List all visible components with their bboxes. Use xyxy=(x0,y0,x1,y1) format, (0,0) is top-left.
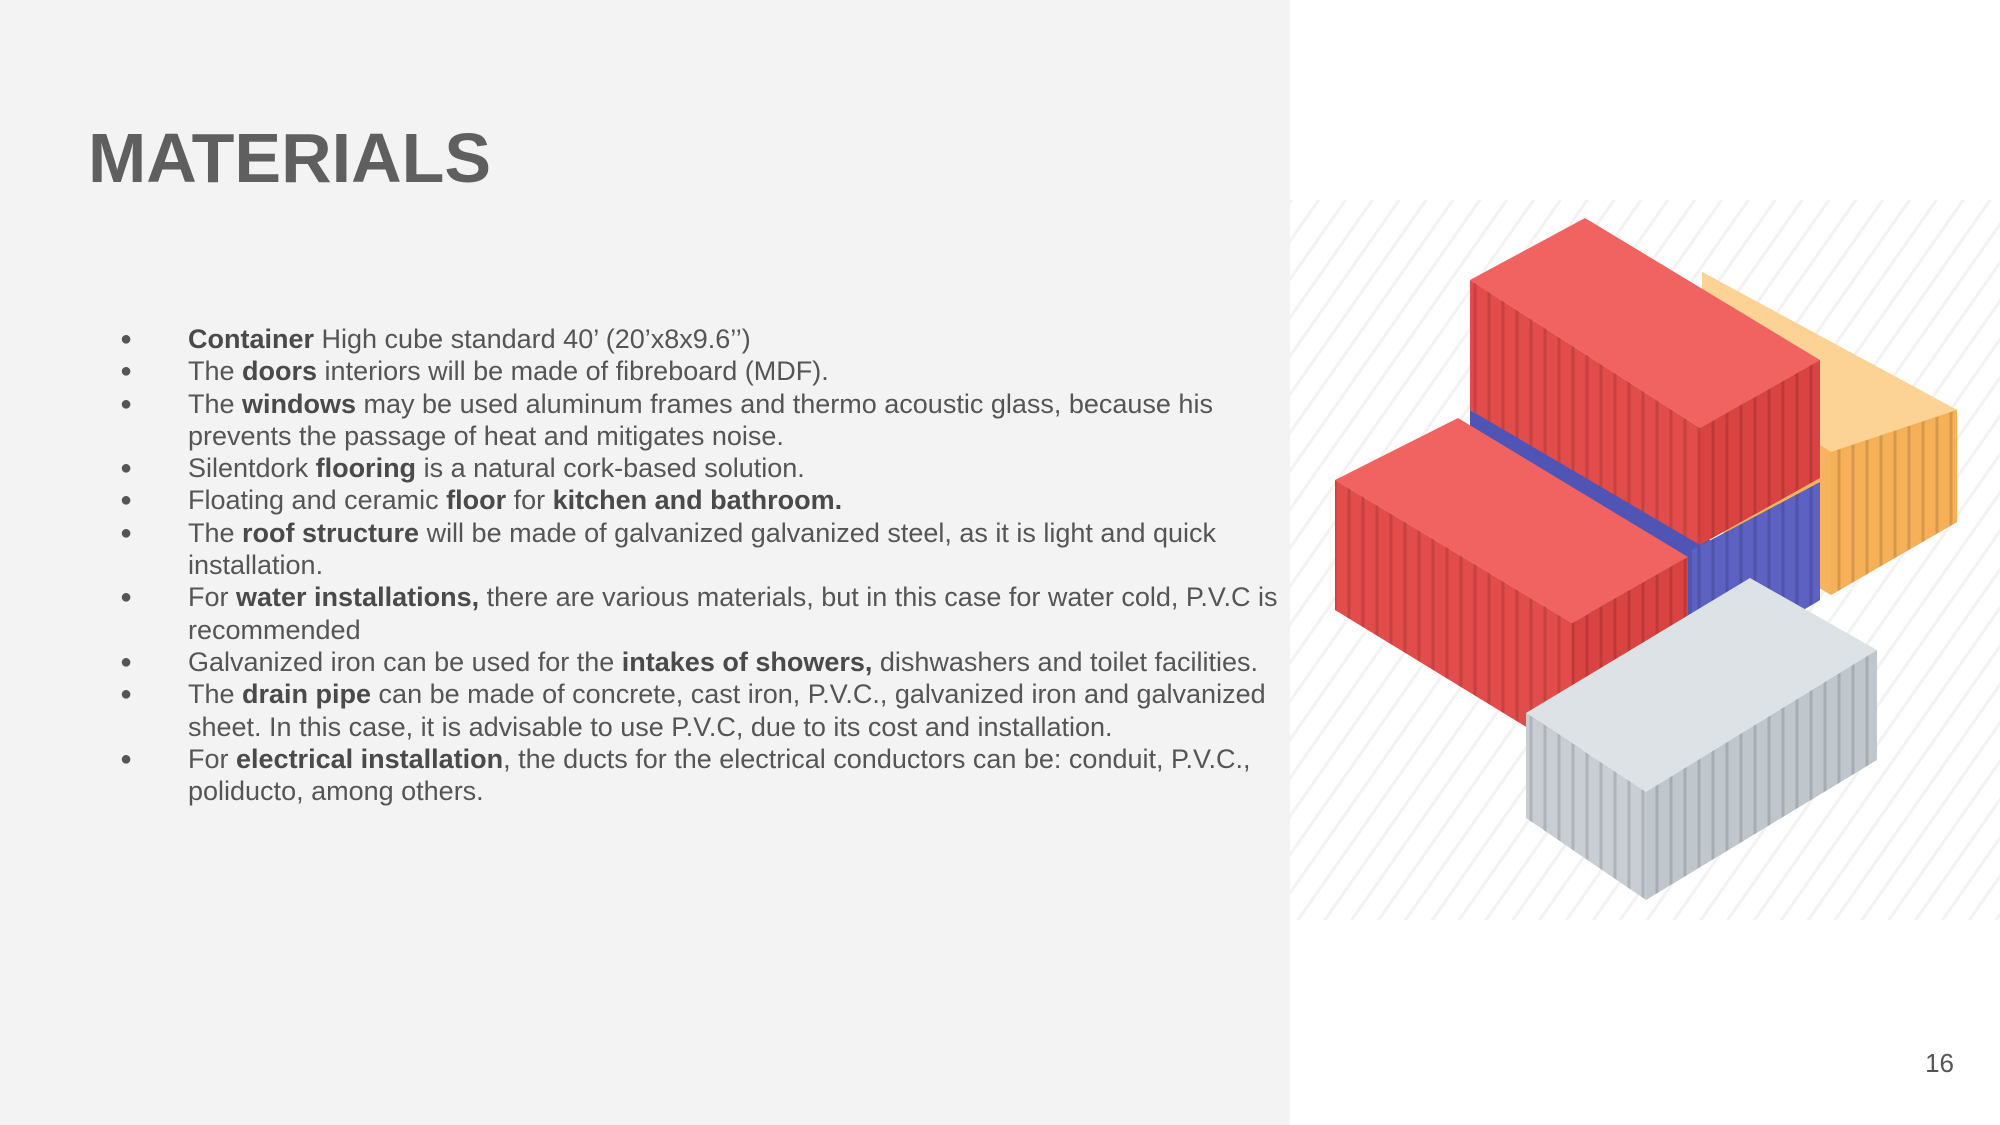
bullet-text: will be made of galvanized galvanized steel, as it is light and quick installation. xyxy=(188,517,1217,581)
containers-icon xyxy=(1290,200,2000,920)
bullet-item xyxy=(120,323,1300,355)
bullet-bold-text: Container xyxy=(188,324,315,354)
materials-bullet-list xyxy=(120,323,1300,807)
bullet-bold-text: electrical installation xyxy=(236,743,504,774)
bullet-text: Floating and ceramic xyxy=(188,485,447,516)
bullet-text: The xyxy=(188,517,243,548)
bullet-text: is a natural cork-based solution. xyxy=(416,453,805,484)
bullet-bold-text: floor xyxy=(446,485,507,516)
bullet-text: Galvanized iron can be used for the xyxy=(188,646,622,677)
bullet-text: interiors will be made of fibreboard (MDF). xyxy=(317,356,829,387)
bullet-item xyxy=(120,388,1300,453)
bullet-item xyxy=(120,517,1300,582)
slide-title: MATERIALS xyxy=(88,119,492,197)
bullet-item xyxy=(120,452,1300,484)
bullet-text: can be made of concrete, cast iron, P.V.C., galvanized iron and galvanized sheet. In this case, it is advisable to use P.V.C, due to its cost and installation. xyxy=(188,679,1266,742)
bullet-item xyxy=(120,484,1300,516)
bullet-text: may be used aluminum frames and thermo acoustic glass, because his prevents the passage of heat and mitigates noise. xyxy=(188,388,1213,451)
bullet-bold-text: roof structure xyxy=(242,517,420,548)
bullet-bold-text: windows xyxy=(242,388,357,419)
bullet-text: High cube standard 40’ (20’x8x9.6’’) xyxy=(314,324,751,354)
bullet-text: The xyxy=(188,679,243,710)
shipping-containers-illustration xyxy=(1290,200,2000,920)
page-number: 16 xyxy=(1925,1048,1954,1078)
bullet-bold-text: water installations, xyxy=(236,582,480,613)
bullet-item xyxy=(120,743,1300,808)
bullet-item xyxy=(120,355,1300,387)
bullet-text: there are various materials, but in this case for water cold, P.V.C is recommended xyxy=(188,582,1278,645)
bullet-bold-text: drain pipe xyxy=(242,679,372,710)
bullet-bold-text: doors xyxy=(242,356,318,387)
bullet-bold-text: flooring xyxy=(315,453,417,484)
bullet-text: For xyxy=(188,582,237,613)
bullet-text: The xyxy=(188,356,243,387)
bullet-text: , the ducts for the electrical conductors can be: conduit, P.V.C., poliducto, among others. xyxy=(188,743,1251,807)
bullet-text: The xyxy=(188,388,243,419)
bullet-item xyxy=(120,646,1300,678)
bullet-bold-text: kitchen and bathroom. xyxy=(552,485,843,516)
bullet-text: dishwashers and toilet facilities. xyxy=(872,646,1259,677)
bullet-text: Silentdork xyxy=(188,453,316,484)
bullet-text: For xyxy=(188,743,237,774)
bullet-text: for xyxy=(506,485,553,516)
bullet-item xyxy=(120,581,1300,646)
bullet-item xyxy=(120,678,1300,743)
bullet-bold-text: intakes of showers, xyxy=(621,646,873,677)
